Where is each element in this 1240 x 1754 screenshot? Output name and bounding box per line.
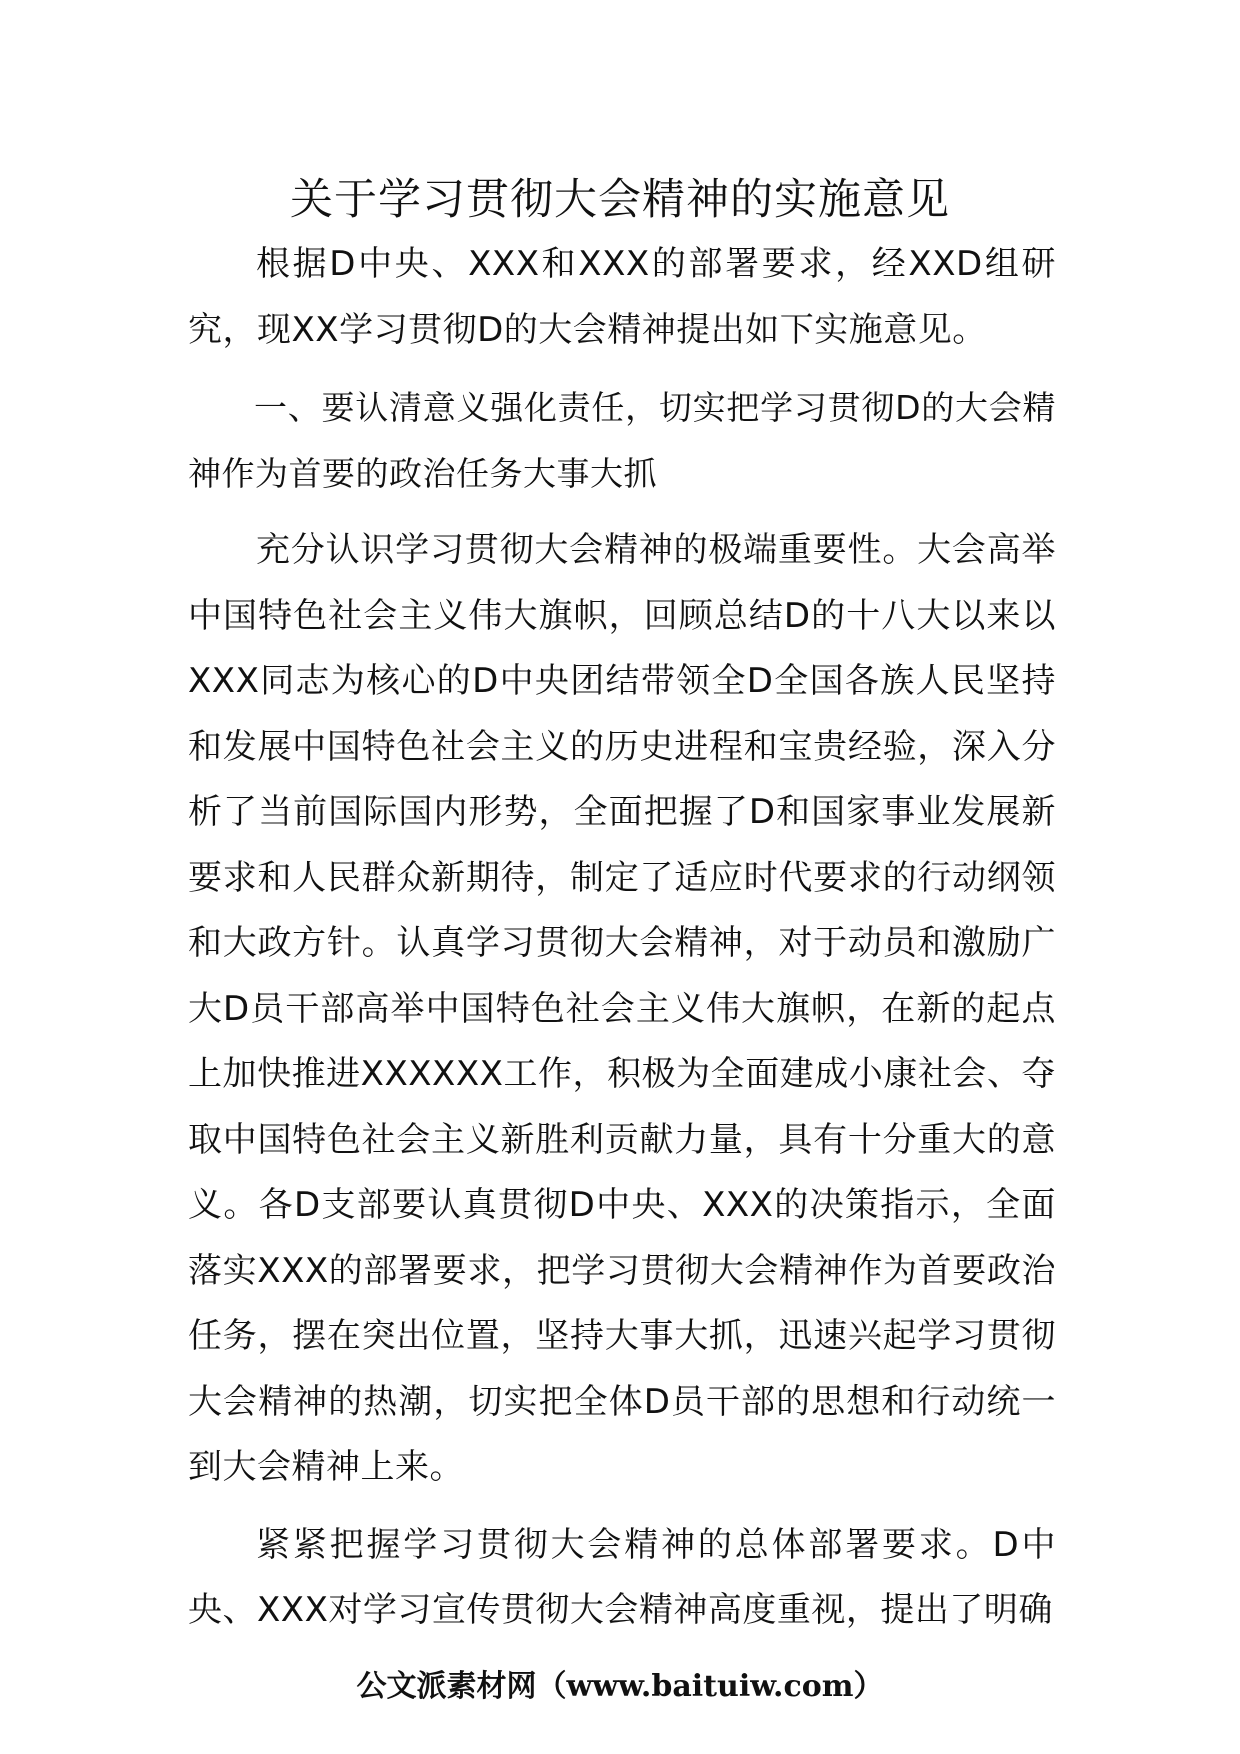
section-heading-1: 一、要认清意义强化责任，切实把学习贯彻D的大会精神作为首要的政治任务大事大抓 <box>188 388 1056 493</box>
document-body <box>188 232 1056 1644</box>
paragraph-intro: 根据D中央、XXX和XXX的部署要求，经XXD组研究，现XX学习贯彻D的大会精神提出如下实施意见。 <box>188 244 1056 350</box>
paragraph-significance: 充分认识学习贯彻大会精神的极端重要性。大会高举中国特色社会主义伟大旗帜，回顾总结D的十八大以来以XXX同志为核心的D中央团结带领全D全国各族人民坚持和发展中国特色社会主义的历史进程和宝贵经验，深入分析了当前国际国内形势，全面把握了D和国家事业发展新要求和人民群众新期待，制定了适应时代要求的行动纲领和大政方针。认真学习贯彻大会精神，对于动员和激励广大D员干部高举中国特色社会主义伟大旗帜，在新的起点上加快推进XXXXXX工作，积极为全面建成小康社会、夺取中国特色社会主义新胜利贡献力量，具有十分重大的意义。各D支部要认真贯彻D中央、XXX的决策指示，全面落实XXX的部署要求，把学习贯彻大会精神作为首要政治任务，摆在突出位置，坚持大事大抓，迅速兴起学习贯彻大会精神的热潮，切实把全体D员干部的思想和行动统一到大会精神上来。 <box>188 530 1056 1487</box>
paragraph-deployment: 紧紧把握学习贯彻大会精神的总体部署要求。D中央、XXX对学习宣传贯彻大会精神高度重视，提出了明确 <box>188 1524 1056 1630</box>
document-title: 关于学习贯彻大会精神的实施意见 <box>290 175 950 225</box>
footer-watermark: 公文派素材网（www.baituiw.com） <box>356 1669 884 1704</box>
